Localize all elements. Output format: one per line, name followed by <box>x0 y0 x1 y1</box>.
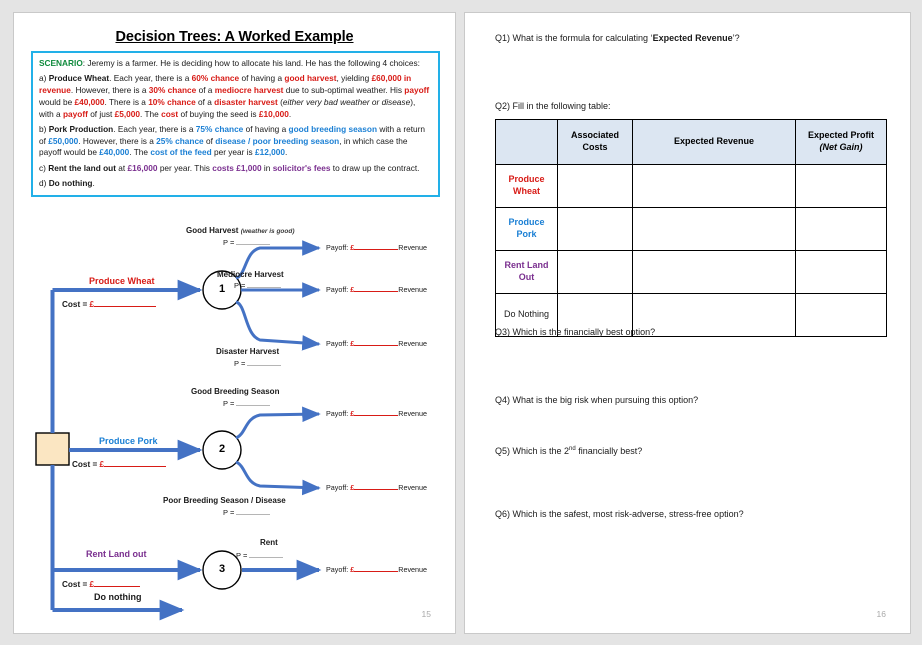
cell-wheat-profit[interactable] <box>796 165 887 208</box>
payoff-3-pound: £ <box>350 409 355 418</box>
option-b-name: Pork Production <box>48 123 114 134</box>
option-c-name: Rent the land out <box>48 162 116 173</box>
option-b-prefix: b) <box>39 123 49 134</box>
outcome-good-breeding-line <box>236 414 319 438</box>
page-number-right: 16 <box>876 609 886 619</box>
wheat-chance-good: 60% chance <box>191 73 240 84</box>
table-header-row <box>496 120 887 165</box>
wheat-mediocre-harvest: mediocre harvest <box>214 85 284 96</box>
outcome-label-good-breeding: Good Breeding Season <box>191 387 280 396</box>
pork-return: £50,000 <box>48 135 79 146</box>
table-row-label-produce-pork <box>496 208 558 251</box>
row-0-l2: Wheat <box>513 186 540 196</box>
cost-pork-pound: £ <box>99 460 105 469</box>
payoff-1-pound: £ <box>350 285 355 294</box>
question-5-sup: nd <box>569 446 576 452</box>
wheat-payoff-word: payoff <box>404 85 430 96</box>
prob-disaster-harvest <box>234 359 281 368</box>
outcome-3-p: P = <box>223 399 235 408</box>
payoff-rent <box>326 565 427 574</box>
outcome-label-mediocre-harvest: Mediocre Harvest <box>217 270 284 279</box>
pork-cost-word: cost of the feed <box>150 147 212 158</box>
cost-rent <box>62 580 140 589</box>
question-5 <box>495 446 642 456</box>
question-1: Q1) What is the formula for calculating ‘Expected Revenue’? <box>495 33 740 43</box>
cell-rent-profit[interactable] <box>796 251 887 294</box>
payoff-good-breeding <box>326 409 427 418</box>
scenario-label: SCENARIO <box>39 58 83 68</box>
outcome-4-p: P = <box>223 508 235 517</box>
wheat-disaster-note: either very bad weather or disease <box>282 96 411 107</box>
payoff-1-prefix: Payoff: <box>326 285 351 294</box>
payoff-0-suffix: Revenue <box>398 243 428 252</box>
cell-nothing-revenue[interactable] <box>633 294 796 337</box>
payoff-0-prefix: Payoff: <box>326 243 351 252</box>
table-row-label-do-nothing: Do Nothing <box>496 294 558 337</box>
wheat-disaster-harvest: disaster harvest <box>214 96 278 107</box>
cost-wheat-label: Cost = <box>62 300 90 309</box>
wheat-payoff-word-2: payoff <box>62 108 88 119</box>
payoff-5-pound: £ <box>350 565 355 574</box>
option-a-prefix: a) <box>39 73 49 84</box>
outcome-label-disaster-harvest: Disaster Harvest <box>216 347 280 356</box>
table-row <box>496 208 887 251</box>
branch-label-produce-pork: Produce Pork <box>99 436 158 446</box>
pork-chance-good: 75% chance <box>195 123 244 134</box>
outcome-0-p: P = <box>223 238 235 247</box>
prob-good-breeding <box>223 399 270 408</box>
branch-label-rent-land-out: Rent Land out <box>86 549 147 559</box>
pork-payoff: £40,000 <box>99 147 130 158</box>
outcome-label-rent: Rent <box>260 538 278 547</box>
table-header-blank <box>496 120 558 165</box>
cell-rent-revenue[interactable] <box>633 251 796 294</box>
pork-chance-bad: 25% chance <box>156 135 204 146</box>
cell-pork-profit[interactable] <box>796 208 887 251</box>
outcome-1-p: P = <box>234 281 246 290</box>
chance-node-1-label: 1 <box>218 283 226 295</box>
table-header-expected-revenue: Expected Revenue <box>633 120 796 165</box>
branch-label-do-nothing: Do nothing <box>94 592 142 602</box>
table-header-associated-costs: Associated Costs <box>558 120 633 165</box>
outcome-2-p: P = <box>234 359 246 368</box>
cost-wheat-pound: £ <box>89 300 95 309</box>
payoff-3-prefix: Payoff: <box>326 409 351 418</box>
rent-amount: £16,000 <box>127 162 158 173</box>
scenario-option-d: d) Do nothing. <box>39 178 95 189</box>
question-4: Q4) What is the big risk when pursuing this option? <box>495 395 699 405</box>
question-5-prefix: Q5) Which is the <box>495 446 565 456</box>
prob-rent <box>236 551 283 560</box>
option-d-name: Do nothing <box>48 178 93 189</box>
scenario-option-a: a) Produce Wheat. Each year, there is a 60% chance of having a good harvest, yielding £60,000 in revenue. However, there is a 30% chance of a mediocre harvest due to sub-optimal weather. His payoff would be £40,000. There is a 10% chance of a disaster harvest (either very bad weather or disease), with a payoff of just £5,000. The cost of buying the seed is £10,000. <box>39 73 430 119</box>
cost-pork <box>72 460 166 469</box>
scenario-option-c: c) Rent the land out at £16,000 per year. This costs £1,000 in solicitor's fees to draw up the contract. <box>39 162 420 173</box>
page-title: Decision Trees: A Worked Example <box>115 29 354 45</box>
row-0-l1: Produce <box>508 174 545 185</box>
row-1-l2: Pork <box>516 229 537 239</box>
wheat-payoff-disaster: £5,000 <box>114 108 141 119</box>
slide-page-left <box>13 12 456 634</box>
payoff-3-suffix: Revenue <box>398 409 428 418</box>
question-3: Q3) Which is the financially best option? <box>495 327 656 337</box>
outcome-5-p: P = <box>236 551 248 560</box>
outcome-0-note: (weather is good) <box>240 228 295 235</box>
cell-wheat-costs[interactable] <box>558 165 633 208</box>
prob-mediocre-harvest <box>234 281 281 290</box>
slide-page-right <box>464 12 911 634</box>
payoff-2-prefix: Payoff: <box>326 339 351 348</box>
cost-rent-label: Cost = <box>62 580 90 589</box>
scenario-intro <box>39 58 432 70</box>
scenario-box <box>31 51 440 197</box>
question-5-suffix: financially best? <box>575 446 643 456</box>
cell-pork-costs[interactable] <box>558 208 633 251</box>
option-d-prefix: d) <box>39 178 49 189</box>
row-2-l2: Out <box>518 272 535 282</box>
decision-node-box <box>36 433 69 465</box>
cell-nothing-profit[interactable] <box>796 294 887 337</box>
payoff-2-pound: £ <box>350 339 355 348</box>
question-1-bold: Expected Revenue <box>652 33 733 43</box>
table-header-profit-line1: Expected Profit <box>807 130 874 141</box>
cost-pork-label: Cost = <box>72 460 100 469</box>
prob-poor-breeding <box>223 508 270 517</box>
payoff-mediocre-harvest <box>326 285 427 294</box>
wheat-revenue: £60,000 in revenue <box>39 73 412 96</box>
wheat-chance-mediocre: 30% chance <box>148 85 197 96</box>
wheat-chance-disaster: 10% chance <box>148 96 196 107</box>
payoff-5-suffix: Revenue <box>398 565 428 574</box>
cell-pork-revenue[interactable] <box>633 208 796 251</box>
rent-costs: costs £1,000 <box>212 162 262 173</box>
table-header-profit-line2: (Net Gain) <box>819 142 863 152</box>
payoff-0-pound: £ <box>350 243 355 252</box>
wheat-seed-cost: £10,000 <box>258 108 289 119</box>
cell-rent-costs[interactable] <box>558 251 633 294</box>
question-5-num: 2 <box>564 446 570 456</box>
rent-fees: solicitor's fees <box>272 162 331 173</box>
cost-rent-pound: £ <box>89 580 95 589</box>
page-number-left: 15 <box>421 609 431 619</box>
chance-node-2-label: 2 <box>218 443 226 455</box>
chance-node-3-label: 3 <box>218 563 226 575</box>
decision-tree <box>14 218 457 638</box>
payoff-good-harvest <box>326 243 427 252</box>
pork-good-season: good breeding season <box>288 123 378 134</box>
payoff-4-prefix: Payoff: <box>326 483 351 492</box>
outcome-label-good-harvest <box>186 226 295 235</box>
table-header-expected-profit <box>796 120 887 165</box>
wheat-payoff-mediocre: £40,000 <box>74 96 105 107</box>
wheat-good-harvest: good harvest <box>284 73 337 84</box>
cost-wheat <box>62 300 156 309</box>
option-a-name: Produce Wheat <box>48 73 110 84</box>
payoff-poor-breeding <box>326 483 427 492</box>
wheat-cost-word: cost <box>161 108 179 119</box>
table-row <box>496 251 887 294</box>
expected-value-table <box>495 119 887 337</box>
payoff-disaster-harvest <box>326 339 427 348</box>
outcome-label-poor-breeding: Poor Breeding Season / Disease <box>163 496 286 505</box>
payoff-2-suffix: Revenue <box>398 339 428 348</box>
row-1-l1: Produce <box>508 217 545 228</box>
table-row <box>496 165 887 208</box>
payoff-4-pound: £ <box>350 483 355 492</box>
scenario-option-b: b) Pork Production. Each year, there is a 75% chance of having a good breeding season with a return of £50,000. However, there is a 25% chance of disease / poor breeding season, in which case the payoff would be £40,000. The cost of the feed per year is £12,000. <box>39 123 426 158</box>
question-6: Q6) Which is the safest, most risk-adverse, stress-free option? <box>495 509 744 519</box>
payoff-4-suffix: Revenue <box>398 483 428 492</box>
branch-label-produce-wheat: Produce Wheat <box>89 276 155 286</box>
option-c-prefix: c) <box>39 162 49 173</box>
table-row-label-rent-land-out <box>496 251 558 294</box>
cell-wheat-revenue[interactable] <box>633 165 796 208</box>
row-2-l1: Rent Land <box>504 260 549 271</box>
outcome-0-title: Good Harvest <box>186 226 239 235</box>
pork-bad-season: disease / poor breeding season <box>215 135 340 146</box>
question-2: Q2) Fill in the following table: <box>495 101 611 111</box>
scenario-intro-text: : Jeremy is a farmer. He is deciding how to allocate his land. He has the following 4 choices: <box>82 58 420 68</box>
payoff-5-prefix: Payoff: <box>326 565 351 574</box>
outcome-poor-breeding-line <box>236 462 319 488</box>
table-row-label-produce-wheat <box>496 165 558 208</box>
payoff-1-suffix: Revenue <box>398 285 428 294</box>
pork-feed-cost: £12,000 <box>255 147 286 158</box>
outcome-disaster-harvest-line <box>236 302 319 344</box>
prob-good-harvest <box>223 238 270 247</box>
